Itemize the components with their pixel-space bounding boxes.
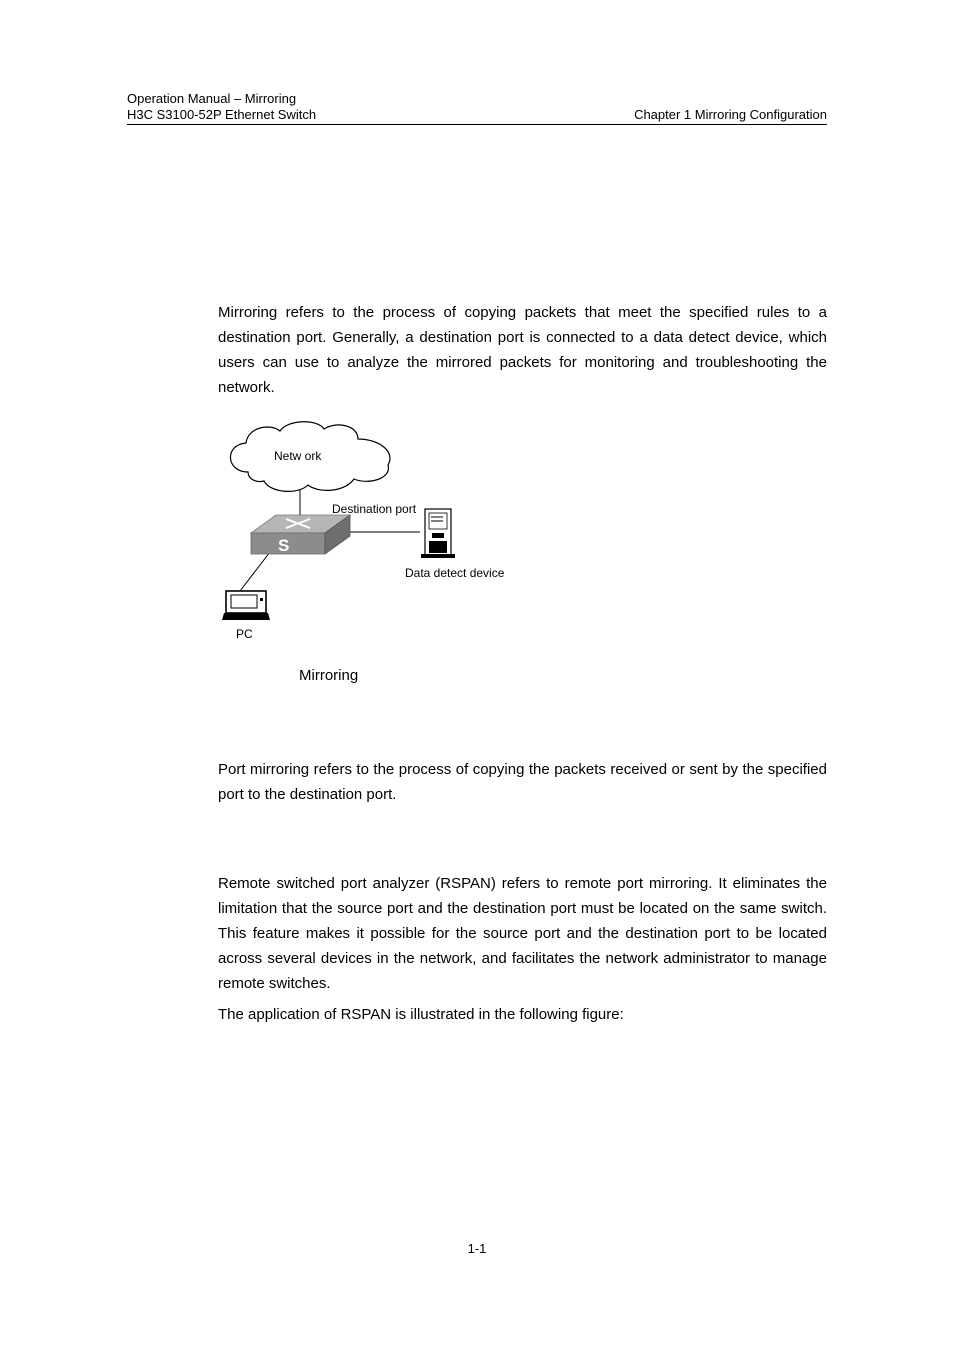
laptop-icon — [222, 591, 270, 620]
manual-title: Operation Manual – Mirroring — [127, 91, 297, 106]
rspan-figure-intro: The application of RSPAN is illustrated in the following figure: — [218, 1006, 624, 1023]
figure-caption: Mirroring — [299, 667, 359, 684]
chapter-title: Chapter 1 Mirroring Configuration — [634, 107, 827, 122]
switch-icon — [251, 515, 350, 555]
product-name: H3C S3100-52P Ethernet Switch — [127, 107, 317, 122]
network-label: Netw ork — [274, 449, 322, 463]
server-icon — [421, 509, 455, 558]
mirroring-diagram — [218, 415, 538, 650]
destination-port-label: Destination port — [332, 502, 417, 516]
pc-link — [240, 552, 270, 591]
intro-paragraph: Mirroring refers to the process of copying packets that meet the specified rules to a destination port. Generally, a destination port is connected to a data detect device, which users can use to analyze the mirrored packets for monitoring and troubleshooting the network. — [218, 304, 827, 396]
page-number: 1-1 — [467, 1241, 487, 1256]
port-mirroring-paragraph: Port mirroring refers to the process of copying the packets received or sent by the specified port to the destination port. — [218, 761, 827, 803]
data-detect-label: Data detect device — [405, 566, 505, 580]
switch-glyph: S — [278, 536, 290, 555]
pc-label: PC — [236, 627, 253, 641]
running-header-left — [127, 91, 316, 123]
header-rule — [127, 124, 827, 125]
rspan-paragraph: Remote switched port analyzer (RSPAN) refers to remote port mirroring. It eliminates the limitation that the source port and the destination port must be located on the same switch. This feature makes it possible for the source port and the destination port to be located across several devices in the network, and facilitates the network administrator to manage remote switches. — [218, 875, 827, 992]
